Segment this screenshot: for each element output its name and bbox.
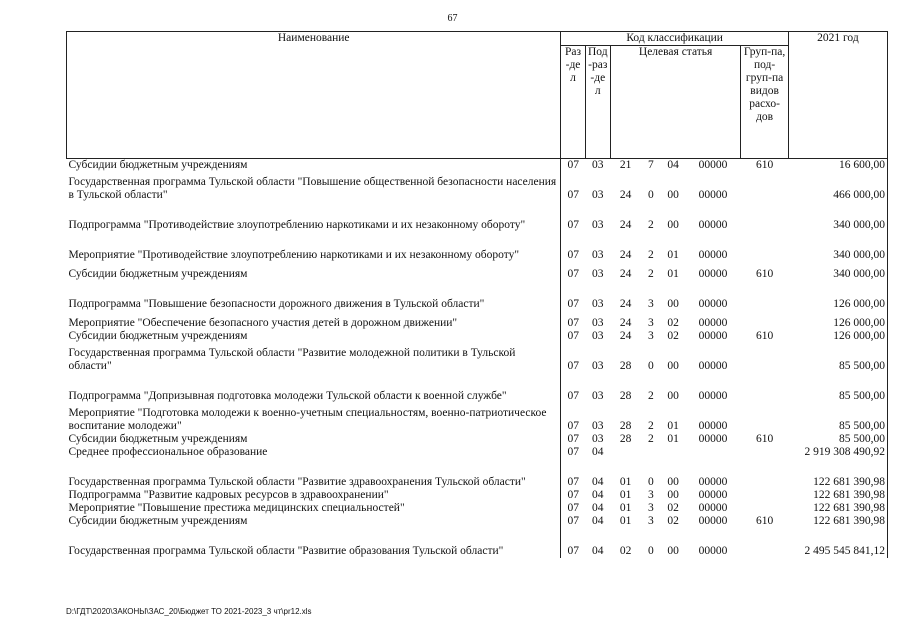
cell-pr: 03 [592,433,604,445]
cell-vr [741,232,789,262]
cell-pr: 03 [592,189,604,201]
cell-d: 00000 [698,390,728,402]
cell-a: 24 [619,268,632,280]
cell-amount: 85 500,00 [788,433,887,446]
cell-pr: 03 [592,420,604,432]
header-classification: Код классификации [561,32,788,46]
cell-name: Среднее профессиональное образование [67,446,561,459]
page-number: 67 [447,13,458,24]
cell-a: 01 [619,476,632,488]
cell-amount: 122 681 390,98 [788,459,887,489]
cell-vr: 610 [755,268,774,280]
cell-c: 01 [667,433,679,445]
cell-a: 01 [619,502,632,514]
cell-vr [741,489,789,502]
cell-name: Мероприятие "Подготовка молодежи к военно-учетным специальностям, военно-патриотическое воспитание молодежи" [67,403,561,433]
cell-vr [741,459,789,489]
table-row [67,232,888,262]
cell-c: 00 [667,476,679,488]
cell-vr [741,311,789,330]
cell-d: 00000 [698,317,728,329]
cell-b: 3 [647,502,654,514]
cell-vr: 610 [755,330,774,342]
cell-d: 00000 [698,420,728,432]
cell-amount: 2 495 545 841,12 [788,528,887,558]
cell-amount: 340 000,00 [788,232,887,262]
cell-b: 3 [647,489,654,501]
cell-pr: 04 [592,515,604,527]
cell-name: Подпрограмма "Развитие кадровых ресурсов в здравоохранении" [67,489,561,502]
cell-d: 00000 [698,330,728,342]
cell-vr [741,446,789,459]
cell-a: 24 [619,249,632,261]
cell-name: Субсидии бюджетным учреждениям [67,433,561,446]
cell-d: 00000 [698,476,728,488]
cell-d: 00000 [698,515,728,527]
cell-name: Мероприятие "Повышение престижа медицинских специальностей" [67,502,561,515]
cell-rz: 07 [567,545,580,557]
cell-a: 21 [619,159,632,171]
table-row [67,172,888,202]
cell-b: 2 [647,390,654,402]
header-name: Наименование [67,32,561,159]
cell-d: 00000 [698,249,728,261]
table-body [67,159,888,559]
cell-amount: 340 000,00 [788,202,887,232]
cell-c: 00 [667,298,679,310]
cell-rz: 07 [567,360,580,372]
cell-vr [741,202,789,232]
cell-amount: 85 500,00 [788,343,887,373]
cell-a: 01 [619,489,632,501]
cell-c: 01 [667,249,679,261]
cell-d: 00000 [698,360,728,372]
header-group: Груп-па, под-груп-па видов расхо-дов [741,46,789,159]
table-row [67,330,888,343]
cell-name: Государственная программа Тульской области "Повышение общественной безопасности населения в Тульской области" [67,172,561,202]
cell-d: 00000 [698,433,728,445]
cell-name: Мероприятие "Обеспечение безопасного участия детей в дорожном движении" [67,311,561,330]
cell-amount: 122 681 390,98 [788,515,887,528]
cell-c: 00 [667,189,679,201]
cell-b: 3 [647,317,654,329]
cell-rz: 07 [567,330,580,342]
cell-d: 00000 [698,502,728,514]
table-row [67,202,888,232]
cell-rz: 07 [567,298,580,310]
cell-rz: 07 [567,420,580,432]
cell-a: 28 [619,360,632,372]
cell-a: 28 [619,390,632,402]
cell-a [610,446,640,459]
header-podrazdel: Под-раз-дел [585,46,610,159]
cell-pr: 03 [592,330,604,342]
cell-name: Подпрограмма "Повышение безопасности дорожного движения в Тульской области" [67,281,561,311]
table-row [67,403,888,433]
cell-d: 00000 [698,159,728,171]
cell-b [641,446,661,459]
cell-amount: 122 681 390,98 [788,502,887,515]
cell-vr [741,403,789,433]
cell-a: 24 [619,219,632,231]
table-row [67,459,888,489]
cell-rz: 07 [567,159,580,171]
cell-pr: 04 [592,476,604,488]
cell-rz: 07 [567,433,580,445]
cell-pr: 03 [592,219,604,231]
table-row [67,433,888,446]
cell-vr: 610 [755,159,774,171]
cell-d [685,446,741,459]
cell-b: 3 [647,515,654,527]
cell-a: 28 [619,420,632,432]
header-razdel: Раз-дел [561,46,585,159]
cell-amount: 126 000,00 [788,281,887,311]
cell-pr: 03 [592,360,604,372]
cell-name: Государственная программа Тульской области "Развитие молодежной политики в Тульской области" [67,343,561,373]
cell-c: 01 [667,268,679,280]
cell-vr [741,343,789,373]
cell-rz: 07 [567,189,580,201]
cell-vr [741,373,789,403]
cell-b: 3 [647,298,654,310]
cell-rz: 07 [567,219,580,231]
cell-b: 2 [647,420,654,432]
cell-b: 0 [647,476,654,488]
cell-a: 28 [619,433,632,445]
cell-d: 00000 [698,489,728,501]
cell-amount: 85 500,00 [788,403,887,433]
table-row [67,281,888,311]
cell-rz: 07 [567,489,580,501]
cell-amount: 16 600,00 [788,159,887,173]
cell-amount: 466 000,00 [788,172,887,202]
cell-b: 7 [647,159,654,171]
cell-d: 00000 [698,268,728,280]
cell-name: Подпрограмма "Противодействие злоупотреблению наркотиками и их незаконному обороту" [67,202,561,232]
cell-name: Мероприятие "Противодействие злоупотреблению наркотиками и их незаконному обороту" [67,232,561,262]
cell-name: Субсидии бюджетным учреждениям [67,262,561,281]
table-row [67,343,888,373]
cell-b: 0 [647,360,654,372]
cell-c: 00 [667,390,679,402]
cell-vr [741,502,789,515]
cell-pr: 03 [592,249,604,261]
cell-name: Государственная программа Тульской области "Развитие здравоохранения Тульской области" [67,459,561,489]
cell-pr: 04 [592,545,604,557]
cell-a: 24 [619,189,632,201]
header-target: Целевая статья [610,46,740,159]
cell-c: 01 [667,420,679,432]
cell-rz: 07 [567,249,580,261]
cell-vr [741,281,789,311]
cell-vr: 610 [755,515,774,527]
cell-a: 24 [619,298,632,310]
table-row [67,528,888,558]
cell-b: 0 [647,189,654,201]
cell-rz: 07 [567,390,580,402]
table-row [67,373,888,403]
cell-rz: 07 [567,515,580,527]
cell-b: 0 [647,545,654,557]
cell-name: Субсидии бюджетным учреждениям [67,330,561,343]
cell-rz: 07 [567,502,580,514]
cell-c: 02 [667,502,679,514]
cell-vr [741,528,789,558]
cell-a: 24 [619,317,632,329]
cell-a: 24 [619,330,632,342]
cell-amount: 2 919 308 490,92 [788,446,887,459]
cell-amount: 85 500,00 [788,373,887,403]
cell-d: 00000 [698,219,728,231]
cell-pr: 03 [592,390,604,402]
file-path-footer: D:\ГДТ\2020\ЗАКОНЫ\ЗАС_20\Бюджет ТО 2021-2023_3 чт\pr12.xls [66,607,312,616]
cell-c: 00 [667,219,679,231]
cell-rz: 07 [567,317,580,329]
cell-pr: 04 [592,489,604,501]
cell-d: 00000 [698,545,728,557]
cell-d: 00000 [698,189,728,201]
cell-c: 02 [667,330,679,342]
cell-c: 00 [667,545,679,557]
cell-b: 2 [647,249,654,261]
cell-d: 00000 [698,298,728,310]
cell-name: Государственная программа Тульской области "Развитие образования Тульской области" [67,528,561,558]
cell-rz: 07 [567,268,580,280]
table-row [67,446,888,459]
cell-b: 3 [647,330,654,342]
cell-pr: 04 [592,502,604,514]
cell-a: 01 [619,515,632,527]
cell-b: 2 [647,268,654,280]
table-row [67,515,888,528]
cell-name: Субсидии бюджетным учреждениям [67,159,561,173]
cell-c: 02 [667,515,679,527]
cell-name: Подпрограмма "Допризывная подготовка молодежи Тульской области к военной службе" [67,373,561,403]
cell-c: 04 [667,159,679,171]
cell-pr: 03 [592,298,604,310]
table-row [67,502,888,515]
cell-amount: 126 000,00 [788,330,887,343]
table-row [67,311,888,330]
cell-vr: 610 [755,433,774,445]
cell-amount: 122 681 390,98 [788,489,887,502]
cell-c: 00 [667,489,679,501]
cell-pr: 03 [592,159,604,171]
cell-amount: 126 000,00 [788,311,887,330]
cell-c: 02 [667,317,679,329]
cell-c: 00 [667,360,679,372]
table-row [67,159,888,173]
table-row [67,262,888,281]
cell-pr: 03 [592,268,604,280]
cell-b: 2 [647,219,654,231]
cell-a: 02 [619,545,632,557]
table-row [67,489,888,502]
cell-pr: 04 [592,446,604,458]
cell-rz: 07 [567,446,580,458]
header-year: 2021 год [788,32,887,159]
cell-pr: 03 [592,317,604,329]
budget-table [66,31,888,558]
cell-name: Субсидии бюджетным учреждениям [67,515,561,528]
cell-vr [741,172,789,202]
cell-amount: 340 000,00 [788,262,887,281]
cell-b: 2 [647,433,654,445]
cell-rz: 07 [567,476,580,488]
cell-c [661,446,685,459]
